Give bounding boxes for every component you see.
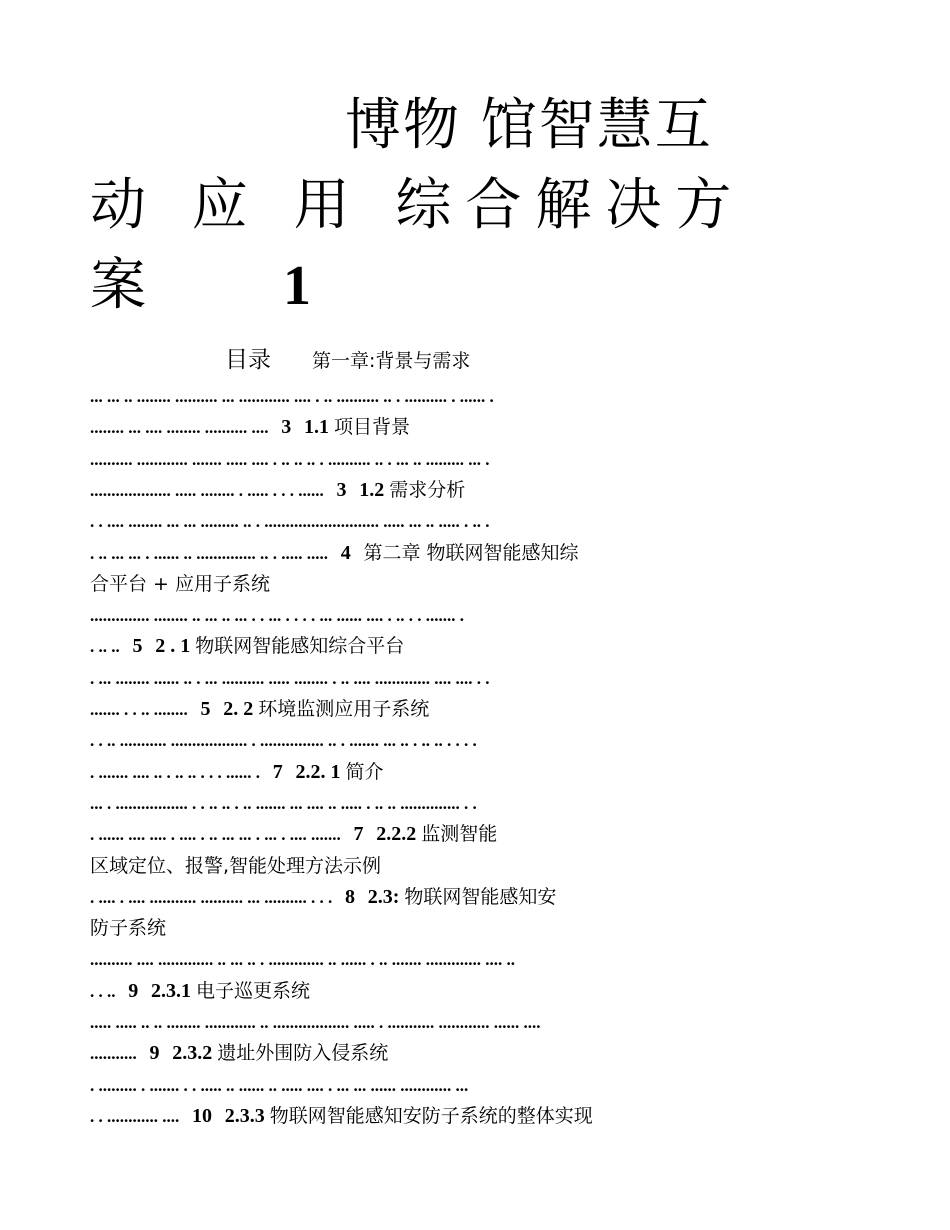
toc-entry-label: 第二章 物联网智能感知综	[363, 542, 579, 564]
toc-section-number: 2.2.2	[376, 823, 422, 845]
toc-row	[90, 1038, 860, 1066]
toc-section-number: 2.3.1	[150, 980, 196, 1002]
toc-leader-dots: ....... . . .. ........	[90, 700, 188, 719]
toc-leader-dots: . ... ........ ...... .. . ... .......... ..... ........ . .. .... ............. .... .... . .	[90, 669, 490, 688]
title-line-3	[90, 254, 313, 318]
toc-row	[90, 663, 860, 691]
toc-section-number: 2. 2	[223, 698, 259, 720]
toc-row	[90, 1007, 860, 1035]
toc-row	[90, 819, 860, 847]
toc-section-number: 2.2. 1	[295, 761, 346, 783]
toc-entry-label: 项目背景	[333, 416, 410, 438]
toc-leader-dots: . ...... .... .... . .... . .. ... ... . ... . .... .......	[90, 825, 341, 844]
toc-first-entry: 第一章:背景与需求	[312, 350, 471, 372]
toc-leader-dots: .......... .... ............. .. ... .. . ............. .. ...... . .. ....... ............. .... ..	[90, 950, 515, 969]
toc-row	[90, 757, 860, 785]
toc-row	[90, 851, 860, 879]
toc-page-number: 4	[340, 542, 351, 564]
toc-leader-dots: ................... ..... ........ . ..... . . . ......	[90, 481, 324, 500]
toc-leader-dots: . ......... . ....... . . ..... .. ...... .. ..... .... . ... ... ...... ............ ...	[90, 1076, 469, 1095]
toc-page-number: 5	[200, 698, 211, 720]
toc-leader-dots: .............. ........ .. ... .. ... . . ... . . . . ... ...... .... . .. . . ....... .	[90, 606, 464, 625]
toc-page-number: 9	[128, 980, 139, 1002]
toc-section-number: 2.3:	[367, 886, 405, 908]
toc-entry-text: 防子系统	[90, 917, 167, 939]
toc-row	[90, 913, 860, 941]
toc-row	[90, 538, 860, 566]
toc-entry-text: 合平台 + 应用子系统	[90, 573, 270, 595]
toc-page-number: 7	[272, 761, 283, 783]
toc-leader-dots: . . ............ ....	[90, 1107, 180, 1126]
toc-row	[90, 444, 860, 472]
toc-page-number: 7	[353, 823, 364, 845]
toc-leader-dots: ..... ..... .. .. ........ ............ .. .................. ..... . ........... ............ ...... ....	[90, 1013, 541, 1032]
toc-row	[90, 788, 860, 816]
toc-row	[90, 631, 860, 659]
title-line-3-text: 案	[90, 253, 148, 318]
toc-page-number: 10	[191, 1105, 212, 1127]
toc-section-number: 2.3.2	[172, 1042, 218, 1064]
toc-entry-label: 环境监测应用子系统	[258, 698, 430, 720]
toc-row	[90, 1101, 860, 1129]
toc-row	[90, 694, 860, 722]
toc-entry-label: 需求分析	[389, 479, 466, 501]
title-line-2: 动 应 用 综合解决方	[90, 173, 746, 238]
toc-leader-dots: ... ... .. ........ .......... ... ............ .... . .. .......... .. . .......... . ...... .	[90, 387, 494, 406]
toc-leader-dots: .......... ............ ....... ..... .... . .. .. .. . .......... .. . ... .. ......... ... .	[90, 450, 490, 469]
toc-heading	[225, 344, 470, 377]
toc-row	[90, 944, 860, 972]
toc-title: 目录	[225, 347, 271, 373]
toc-row	[90, 976, 860, 1004]
toc-leader-dots: ...........	[90, 1044, 137, 1063]
toc-page-number: 9	[149, 1042, 160, 1064]
title-number: 1	[283, 255, 313, 317]
toc-leader-dots: . . ..	[90, 982, 116, 1001]
toc-section-number: 1.1	[303, 416, 334, 438]
toc-page-number: 5	[132, 635, 143, 657]
toc-row	[90, 381, 860, 409]
toc-page-number: 8	[344, 886, 355, 908]
toc-leader-dots: . .. ..	[90, 637, 120, 656]
toc-section-number: 2.3.3	[224, 1105, 270, 1127]
toc-entry-label: 物联网智能感知安	[404, 886, 557, 908]
toc-entry-label: 简介	[345, 761, 384, 783]
toc-page-number: 3	[281, 416, 292, 438]
toc-entry-label: 监测智能	[421, 823, 498, 845]
toc-leader-dots: ... . ................. . . .. .. . .. ....... ... .... .. ..... . .. .. .............. . .	[90, 794, 477, 813]
toc-leader-dots: . .. ... ... . ...... .. .............. .. . ..... .....	[90, 544, 328, 563]
toc-leader-dots: . .... . .... ........... .......... ... .......... . . .	[90, 888, 333, 907]
toc-leader-dots: . . .. ........... .................. . ............... .. . ....... ... .. . .. .. . . . .	[90, 731, 477, 750]
toc-entry-label: 物联网智能感知安防子系统的整体实现	[269, 1105, 593, 1127]
toc-row	[90, 1070, 860, 1098]
title-line-1: 博物 馆智慧互	[345, 93, 713, 158]
toc-section-number: 2 . 1	[155, 635, 196, 657]
toc-entry-label: 电子巡更系统	[195, 980, 310, 1002]
toc-row	[90, 725, 860, 753]
toc-row	[90, 600, 860, 628]
toc-leader-dots: . . .... ........ ... ... ......... .. . ........................... ..... ... .. ..... . .. .	[90, 512, 490, 531]
toc-row	[90, 412, 860, 440]
toc-leader-dots: ........ ... .... ........ .......... ....	[90, 418, 269, 437]
toc-row	[90, 506, 860, 534]
toc-section-number: 1.2	[359, 479, 390, 501]
toc-row	[90, 882, 860, 910]
toc-page-number: 3	[336, 479, 347, 501]
toc-entry-label: 遗址外围防入侵系统	[217, 1042, 389, 1064]
toc-row	[90, 569, 860, 597]
toc-entry-text: 区域定位、报警,智能处理方法示例	[90, 855, 382, 877]
toc-leader-dots: . ....... .... .. . .. .. . . . ...... .	[90, 763, 260, 782]
toc-row	[90, 475, 860, 503]
toc-entry-label: 物联网智能感知综合平台	[195, 635, 405, 657]
